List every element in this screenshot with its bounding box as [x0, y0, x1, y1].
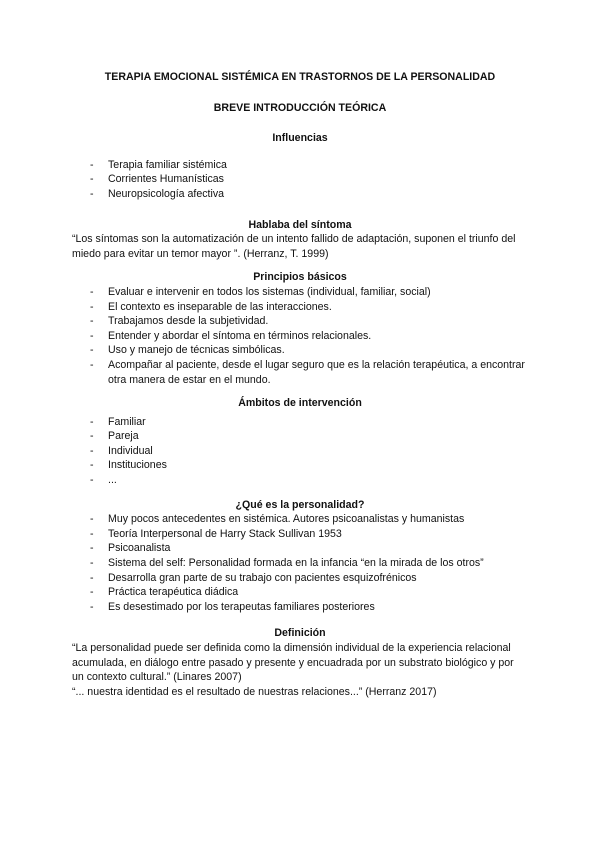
bullet-dash: -	[90, 158, 94, 171]
heading-principios: Principios básicos	[253, 271, 347, 284]
bullet-dash: -	[90, 586, 94, 599]
list-item: - Familiar	[90, 415, 146, 428]
list-item: - Es desestimado por los terapeutas familiares posteriores	[90, 600, 375, 613]
bullet-dash: -	[90, 527, 94, 540]
bullet-dash: -	[90, 430, 94, 443]
heading-personalidad: ¿Qué es la personalidad?	[235, 498, 365, 511]
heading-ambitos: Ámbitos de intervención	[238, 397, 362, 410]
quote-sintoma: “Los síntomas son la automatización de un intento fallido de adaptación, suponen el triunfo del miedo para evitar un temor mayor ”. (Herranz, T. 1999)	[72, 233, 516, 260]
bullet-dash: -	[90, 187, 94, 200]
list-item: - Corrientes Humanísticas	[90, 173, 224, 186]
heading-definicion: Definición	[274, 627, 326, 640]
list-item: - Entender y abordar el síntoma en términos relacionales.	[90, 329, 372, 342]
list-item: - Evaluar e intervenir en todos los sistemas (individual, familiar, social)	[90, 285, 431, 298]
document-subtitle: BREVE INTRODUCCIÓN TEÓRICA	[213, 101, 387, 114]
list-item: - Trabajamos desde la subjetividad.	[90, 315, 269, 328]
list-influencias	[72, 158, 528, 202]
list-item: - Individual	[90, 444, 153, 457]
document-content	[72, 70, 528, 699]
bullet-dash: -	[90, 571, 94, 584]
list-ambitos	[72, 415, 528, 488]
list-item: - El contexto es inseparable de las interacciones.	[90, 300, 332, 313]
bullet-dash: -	[90, 315, 94, 328]
list-item: - Neuropsicología afectiva	[90, 187, 225, 200]
list-item: - Acompañar al paciente, desde el lugar seguro que es la relación terapéutica, a encontrar otra manera de estar en el mundo.	[90, 358, 525, 386]
document-title: TERAPIA EMOCIONAL SISTÉMICA EN TRASTORNOS DE LA PERSONALIDAD	[104, 71, 496, 83]
bullet-dash: -	[90, 542, 94, 555]
bullet-dash: -	[90, 358, 94, 371]
list-item: - Instituciones	[90, 459, 167, 472]
bullet-dash: -	[90, 474, 94, 487]
bullet-dash: -	[90, 415, 94, 428]
quote-definicion-herranz: “... nuestra identidad es el resultado de nuestras relaciones...” (Herranz 2017)	[72, 685, 437, 698]
bullet-dash: -	[90, 285, 94, 298]
list-item: - Psicoanalista	[90, 542, 171, 555]
bullet-dash: -	[90, 300, 94, 313]
list-item: - Terapia familiar sistémica	[90, 158, 227, 171]
list-principios	[72, 285, 528, 387]
list-item: - ...	[90, 474, 117, 487]
bullet-dash: -	[90, 444, 94, 457]
list-item: - Desarrolla gran parte de su trabajo con pacientes esquizofrénicos	[90, 571, 417, 584]
bullet-dash: -	[90, 329, 94, 342]
quote-definicion-linares: “La personalidad puede ser definida como la dimensión individual de la experiencia relacional acumulada, en diálogo entre pasado y presente y encuadrada por un substrato biológico y por un contexto cultural.” (Linares 2007)	[72, 642, 514, 684]
heading-sintoma: Hablaba del síntoma	[248, 218, 352, 231]
bullet-dash: -	[90, 459, 94, 472]
bullet-dash: -	[90, 513, 94, 526]
bullet-dash: -	[90, 557, 94, 570]
list-item: - Teoría Interpersonal de Harry Stack Sullivan 1953	[90, 527, 342, 540]
list-item: - Pareja	[90, 430, 139, 443]
bullet-dash: -	[90, 344, 94, 357]
heading-influencias: Influencias	[272, 132, 328, 145]
list-item: - Muy pocos antecedentes en sistémica. Autores psicoanalistas y humanistas	[90, 513, 465, 526]
list-item: - Sistema del self: Personalidad formada en la infancia “en la mirada de los otros”	[90, 557, 484, 570]
list-personalidad	[72, 512, 528, 614]
list-item: - Práctica terapéutica diádica	[90, 586, 239, 599]
list-item: - Uso y manejo de técnicas simbólicas.	[90, 344, 285, 357]
bullet-dash: -	[90, 173, 94, 186]
bullet-dash: -	[90, 600, 94, 613]
